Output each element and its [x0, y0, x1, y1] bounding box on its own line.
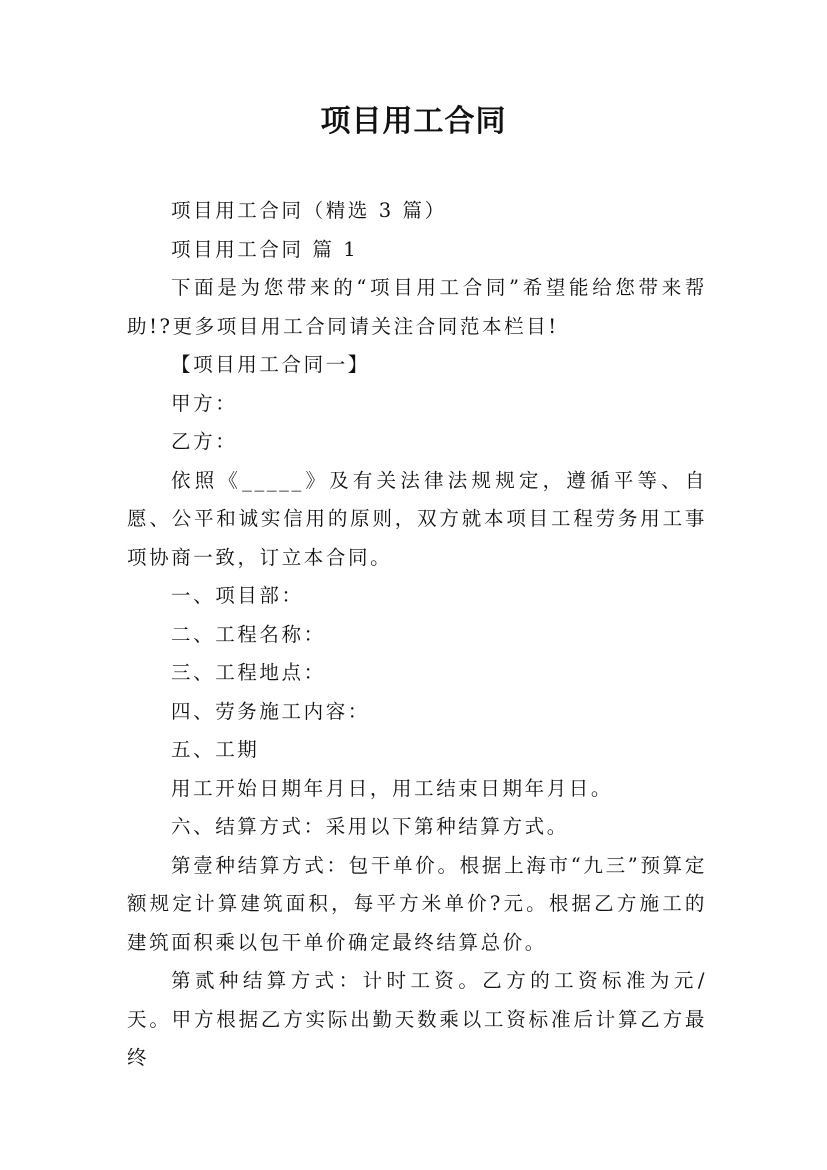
contract-heading: 【项目用工合同一】 [171, 353, 370, 376]
section-heading: 项目用工合同 篇 1 [171, 237, 359, 261]
settlement-option-1: 第壹种结算方式：包干单价。根据上海市“九三”预算定额规定计算建筑面积，每平方米单价?元。根据乙方施工的建筑面积乘以包干单价确定最终结算总价。 [127, 853, 707, 954]
settlement-option-2: 第贰种结算方式：计时工资。乙方的工资标准为元/天。甲方根据乙方实际出勤天数乘以工资标准后计算乙方最终 [127, 969, 707, 1069]
intro-paragraph: 下面是为您带来的“项目用工合同”希望能给您带来帮助!?更多项目用工合同请关注合同范本栏目! [127, 276, 707, 338]
document-title: 项目用工合同 [320, 104, 507, 139]
clause-duration: 五、工期 [171, 738, 260, 761]
document-body [127, 192, 707, 1078]
clause-project-name: 二、工程名称： [171, 622, 326, 646]
clause-work-content: 四、劳务施工内容： [171, 699, 370, 723]
clause-project-dept: 一、项目部： [171, 584, 304, 607]
party-b-line: 乙方： [171, 430, 238, 453]
preamble-paragraph: 依照《_____》及有关法律法规规定，遵循平等、自愿、公平和诚实信用的原则，双方就本项目工程劳务用工事项协商一致，订立本合同。 [127, 468, 707, 569]
party-a-line: 甲方： [171, 391, 238, 415]
duration-dates-paragraph: 用工开始日期年月日，用工结束日期年月日。 [171, 776, 614, 800]
subtitle-paragraph: 项目用工合同（精选 3 篇） [171, 199, 447, 222]
clause-settlement: 六、结算方式：采用以下第种结算方式。 [171, 815, 569, 838]
clause-project-location: 三、工程地点： [171, 661, 326, 684]
